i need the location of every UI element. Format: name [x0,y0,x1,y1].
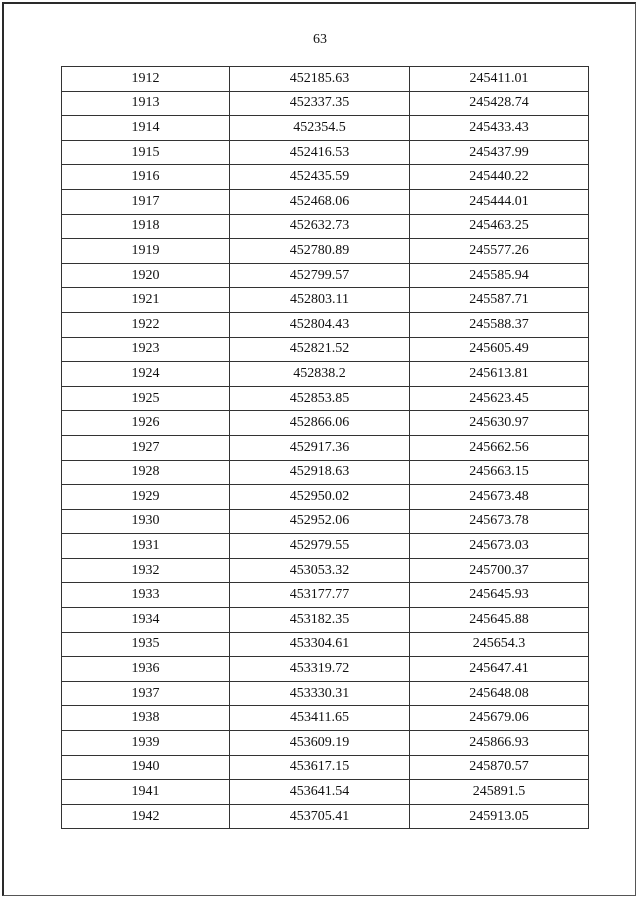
y-value-cell: 245673.78 [410,509,589,534]
year-cell: 1928 [62,460,230,485]
year-cell: 1917 [62,189,230,214]
table-row [62,608,589,633]
x-value-cell: 452821.52 [230,337,410,362]
x-value-cell: 452780.89 [230,239,410,264]
x-value-cell: 452866.06 [230,411,410,436]
x-value-cell: 452632.73 [230,214,410,239]
y-value-cell: 245588.37 [410,312,589,337]
x-value-cell: 452917.36 [230,435,410,460]
x-value-cell: 453411.65 [230,706,410,731]
table-row [62,362,589,387]
x-value-cell: 452354.5 [230,116,410,141]
y-value-cell: 245463.25 [410,214,589,239]
year-cell: 1931 [62,534,230,559]
coordinates-table [61,66,589,829]
y-value-cell: 245679.06 [410,706,589,731]
y-value-cell: 245913.05 [410,804,589,829]
table-body [62,67,589,829]
x-value-cell: 452979.55 [230,534,410,559]
table-row [62,657,589,682]
table-row [62,460,589,485]
x-value-cell: 453319.72 [230,657,410,682]
year-cell: 1920 [62,263,230,288]
table-row [62,337,589,362]
table-row [62,239,589,264]
y-value-cell: 245662.56 [410,435,589,460]
y-value-cell: 245630.97 [410,411,589,436]
year-cell: 1924 [62,362,230,387]
table-row [62,411,589,436]
x-value-cell: 453617.15 [230,755,410,780]
year-cell: 1941 [62,780,230,805]
y-value-cell: 245444.01 [410,189,589,214]
table-row [62,91,589,116]
year-cell: 1912 [62,67,230,92]
table-row [62,140,589,165]
year-cell: 1925 [62,386,230,411]
table-row [62,804,589,829]
y-value-cell: 245645.93 [410,583,589,608]
y-value-cell: 245585.94 [410,263,589,288]
table-row [62,755,589,780]
table-row [62,780,589,805]
year-cell: 1915 [62,140,230,165]
x-value-cell: 453177.77 [230,583,410,608]
table-row [62,485,589,510]
year-cell: 1940 [62,755,230,780]
x-value-cell: 452416.53 [230,140,410,165]
x-value-cell: 453705.41 [230,804,410,829]
table-row [62,534,589,559]
y-value-cell: 245673.48 [410,485,589,510]
y-value-cell: 245428.74 [410,91,589,116]
y-value-cell: 245623.45 [410,386,589,411]
y-value-cell: 245437.99 [410,140,589,165]
x-value-cell: 453641.54 [230,780,410,805]
table-row [62,312,589,337]
y-value-cell: 245891.5 [410,780,589,805]
table-row [62,583,589,608]
year-cell: 1918 [62,214,230,239]
page-number: 63 [313,32,327,47]
x-value-cell: 452918.63 [230,460,410,485]
table-row [62,435,589,460]
x-value-cell: 453609.19 [230,731,410,756]
x-value-cell: 452804.43 [230,312,410,337]
year-cell: 1939 [62,731,230,756]
year-cell: 1929 [62,485,230,510]
table-row [62,731,589,756]
year-cell: 1932 [62,558,230,583]
year-cell: 1913 [62,91,230,116]
x-value-cell: 452952.06 [230,509,410,534]
x-value-cell: 453330.31 [230,681,410,706]
y-value-cell: 245870.57 [410,755,589,780]
y-value-cell: 245654.3 [410,632,589,657]
table-row [62,189,589,214]
x-value-cell: 452435.59 [230,165,410,190]
year-cell: 1923 [62,337,230,362]
table-row [62,632,589,657]
y-value-cell: 245433.43 [410,116,589,141]
table-row [62,706,589,731]
y-value-cell: 245605.49 [410,337,589,362]
year-cell: 1919 [62,239,230,264]
table-row [62,263,589,288]
table-row [62,165,589,190]
table-row [62,67,589,92]
table-row [62,288,589,313]
y-value-cell: 245663.15 [410,460,589,485]
x-value-cell: 453053.32 [230,558,410,583]
year-cell: 1942 [62,804,230,829]
table-row [62,509,589,534]
year-cell: 1922 [62,312,230,337]
y-value-cell: 245440.22 [410,165,589,190]
year-cell: 1935 [62,632,230,657]
y-value-cell: 245647.41 [410,657,589,682]
y-value-cell: 245577.26 [410,239,589,264]
x-value-cell: 452337.35 [230,91,410,116]
y-value-cell: 245411.01 [410,67,589,92]
table-row [62,558,589,583]
year-cell: 1927 [62,435,230,460]
y-value-cell: 245645.88 [410,608,589,633]
y-value-cell: 245866.93 [410,731,589,756]
x-value-cell: 452185.63 [230,67,410,92]
table-row [62,386,589,411]
year-cell: 1936 [62,657,230,682]
x-value-cell: 453304.61 [230,632,410,657]
x-value-cell: 452799.57 [230,263,410,288]
y-value-cell: 245673.03 [410,534,589,559]
y-value-cell: 245587.71 [410,288,589,313]
year-cell: 1916 [62,165,230,190]
year-cell: 1921 [62,288,230,313]
year-cell: 1938 [62,706,230,731]
y-value-cell: 245700.37 [410,558,589,583]
x-value-cell: 452853.85 [230,386,410,411]
x-value-cell: 453182.35 [230,608,410,633]
table-row [62,116,589,141]
x-value-cell: 452803.11 [230,288,410,313]
year-cell: 1933 [62,583,230,608]
y-value-cell: 245648.08 [410,681,589,706]
table-row [62,214,589,239]
x-value-cell: 452838.2 [230,362,410,387]
year-cell: 1930 [62,509,230,534]
y-value-cell: 245613.81 [410,362,589,387]
year-cell: 1914 [62,116,230,141]
x-value-cell: 452468.06 [230,189,410,214]
year-cell: 1926 [62,411,230,436]
year-cell: 1934 [62,608,230,633]
year-cell: 1937 [62,681,230,706]
table-row [62,681,589,706]
x-value-cell: 452950.02 [230,485,410,510]
